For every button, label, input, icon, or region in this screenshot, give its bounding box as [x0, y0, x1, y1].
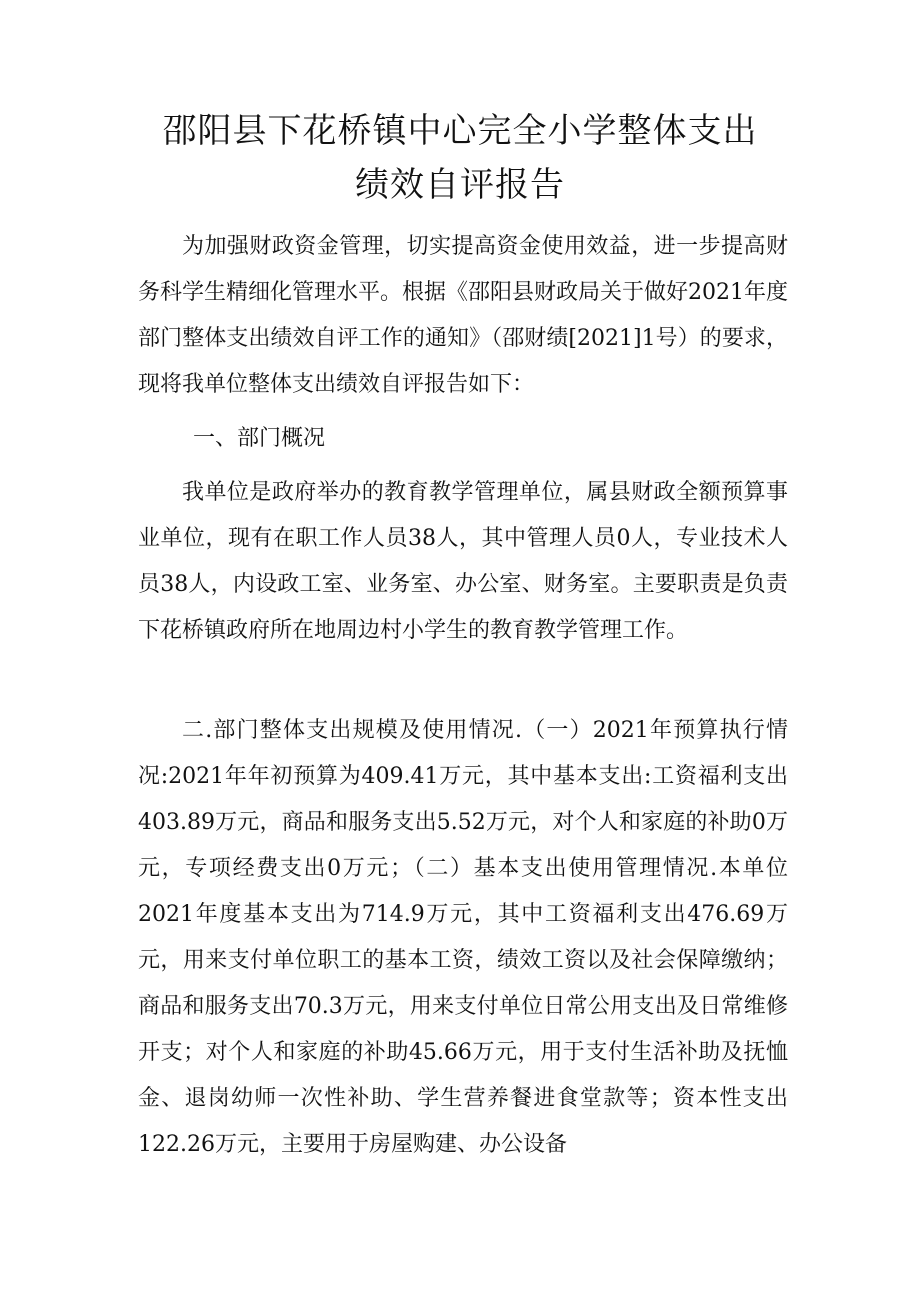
intro-paragraph-block: [138, 224, 788, 408]
intro-paragraph: 为加强财政资金管理，切实提高资金使用效益，进一步提高财务科学生精细化管理水平。根据《邵阳县财政局关于做好2021年度部门整体支出绩效自评工作的通知》（邵财绩[2021]1号）的要求，现将我单位整体支出绩效自评报告如下：: [138, 234, 788, 397]
section-1-heading-block: [138, 416, 788, 462]
section-1-body-block: [138, 470, 788, 654]
section-1-body: 我单位是政府举办的教育教学管理单位，属县财政全额预算事业单位，现有在职工作人员38人，其中管理人员0人，专业技术人员38人，内设政工室、业务室、办公室、财务室。主要职责是负责下花桥镇政府所在地周边村小学生的教育教学管理工作。: [138, 480, 788, 643]
section-2-body: 二.部门整体支出规模及使用情况.（一）2021年预算执行情况:2021年年初预算为409.41万元，其中基本支出:工资福利支出403.89万元，商品和服务支出5.52万元，对个人和家庭的补助0万元，专项经费支出0万元；（二）基本支出使用管理情况.本单位2021年度基本支出为714.9万元，其中工资福利支出476.69万元，用来支付单位职工的基本工资，绩效工资以及社会保障缴纳；商品和服务支出70.3万元，用来支付单位日常公用支出及日常维修开支；对个人和家庭的补助45.66万元，用于支付生活补助及抚恤金、退岗幼师一次性补助、学生营养餐进食堂款等；资本性支出122.26万元，主要用于房屋购建、办公设备: [138, 718, 788, 1157]
section-2-body-block: [138, 708, 788, 1168]
document-title-line-2: 绩效自评报告: [355, 165, 565, 205]
section-1-heading: 一、部门概况: [193, 426, 326, 451]
document-title-line-1: 邵阳县下花桥镇中心完全小学整体支出: [162, 111, 758, 151]
